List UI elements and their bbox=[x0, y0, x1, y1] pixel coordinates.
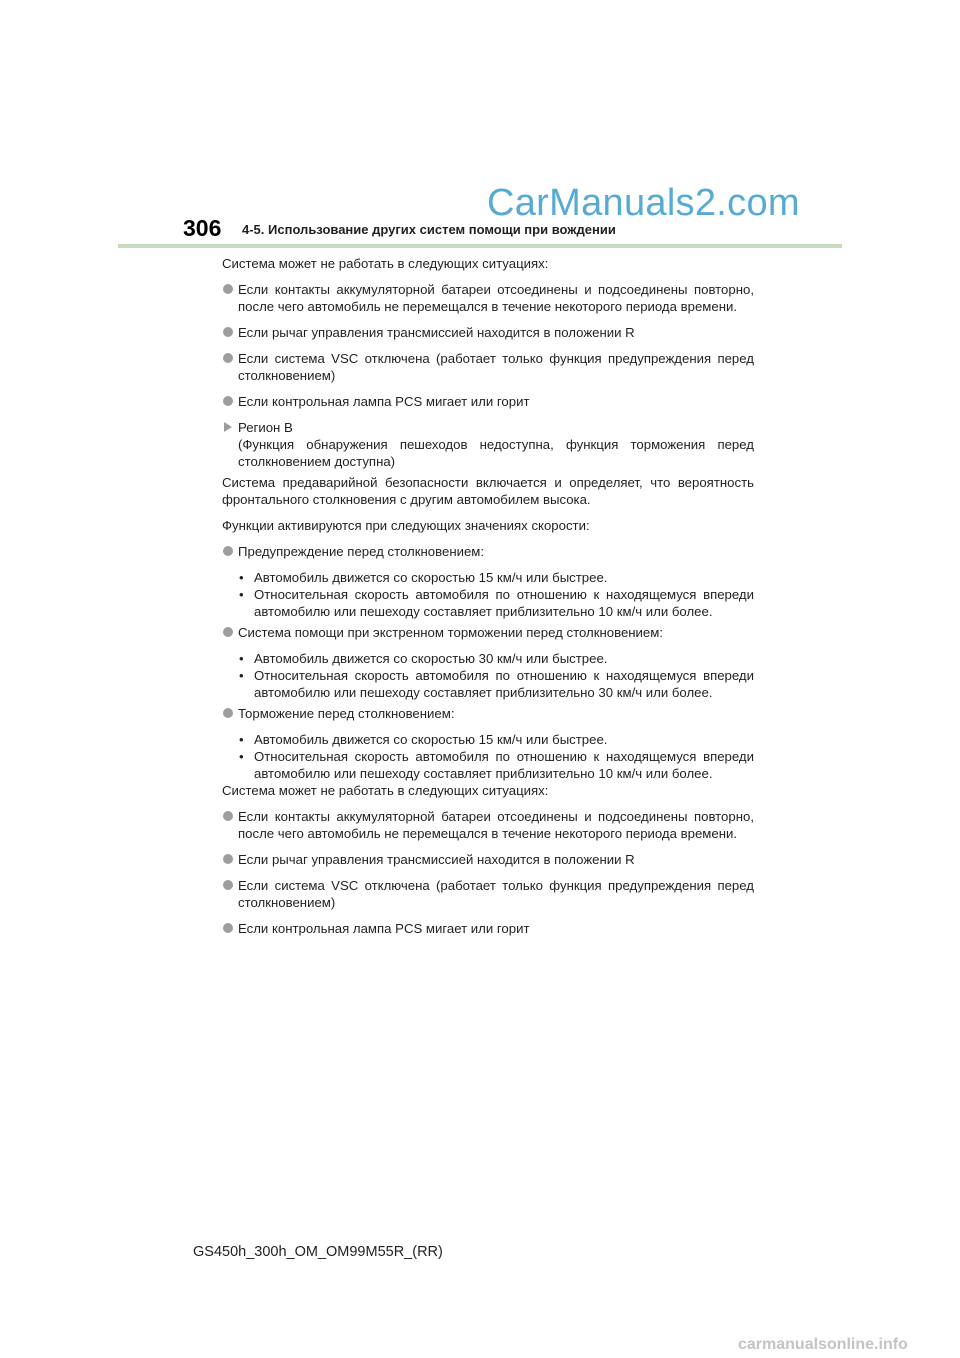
list-item: Если система VSC отключена (работает только функция предупреждения перед столкновением) bbox=[222, 877, 754, 911]
list-item: Если контакты аккумуляторной батареи отсоединены и подсоединены повторно, после чего автомобиль не перемещался в течение некоторого периода времени. bbox=[222, 281, 754, 315]
function-title: Предупреждение перед столкновением: bbox=[222, 543, 754, 560]
list-item: Если контакты аккумуляторной батареи отсоединены и подсоединены повторно, после чего автомобиль не перемещался в течение некоторого периода времени. bbox=[222, 808, 754, 842]
bullet-icon bbox=[223, 627, 233, 637]
sub-list-item: • Относительная скорость автомобиля по отношению к находящемуся впереди автомобилю или пешеходу составляет приблизительно 30 км/ч или более. bbox=[239, 668, 754, 700]
section-title: 4-5. Использование других систем помощи при вождении bbox=[242, 222, 616, 237]
bullet-icon bbox=[223, 546, 233, 556]
bullet-icon bbox=[223, 327, 233, 337]
bullet-icon bbox=[223, 708, 233, 718]
intro-text: Система может не работать в следующих ситуациях: bbox=[222, 783, 549, 798]
list-item: Если рычаг управления трансмиссией находится в положении R bbox=[222, 851, 754, 868]
sub-list-item: • Автомобиль движется со скоростью 15 км/ч или быстрее. bbox=[239, 732, 608, 747]
sub-list-item: • Относительная скорость автомобиля по отношению к находящемуся впереди автомобилю или пешеходу составляет приблизительно 10 км/ч или более. bbox=[239, 587, 754, 619]
sub-list-item: • Относительная скорость автомобиля по отношению к находящемуся впереди автомобилю или пешеходу составляет приблизительно 10 км/ч или более. bbox=[239, 749, 754, 781]
bullet-icon bbox=[223, 284, 233, 294]
list-item: Если контрольная лампа PCS мигает или горит bbox=[222, 920, 754, 937]
list-item: Если контрольная лампа PCS мигает или горит bbox=[222, 393, 754, 410]
bullet-icon bbox=[223, 811, 233, 821]
triangle-arrow-icon bbox=[224, 422, 232, 432]
region-note: (Функция обнаружения пешеходов недоступна, функция торможения перед столкновением доступна) bbox=[238, 437, 754, 469]
bullet-icon bbox=[223, 396, 233, 406]
footer-doc-id: GS450h_300h_OM_OM99M55R_(RR) bbox=[193, 1244, 443, 1260]
function-title: Торможение перед столкновением: bbox=[222, 705, 754, 722]
intro-text: Система может не работать в следующих ситуациях: bbox=[222, 256, 549, 271]
function-title: Система помощи при экстренном торможении перед столкновением: bbox=[222, 624, 754, 641]
watermark-top: CarManuals2.com bbox=[487, 182, 800, 224]
watermark-bottom: carmanualsonline.info bbox=[738, 1336, 908, 1353]
header-rule bbox=[118, 244, 842, 248]
bullet-icon bbox=[223, 353, 233, 363]
bullet-icon bbox=[223, 854, 233, 864]
system-description: Система предаварийной безопасности включается и определяет, что вероятность фронтального столкновения с другим автомобилем высока. bbox=[222, 475, 754, 507]
speeds-intro: Функции активируются при следующих значениях скорости: bbox=[222, 518, 590, 533]
page-content bbox=[222, 255, 754, 937]
page-number: 306 bbox=[183, 215, 222, 241]
sub-list-item: • Автомобиль движется со скоростью 30 км/ч или быстрее. bbox=[239, 651, 608, 666]
bullet-icon bbox=[223, 923, 233, 933]
region-heading: Регион B bbox=[222, 419, 754, 436]
list-item: Если рычаг управления трансмиссией находится в положении R bbox=[222, 324, 754, 341]
bullet-icon bbox=[223, 880, 233, 890]
sub-list-item: • Автомобиль движется со скоростью 15 км/ч или быстрее. bbox=[239, 570, 608, 585]
list-item: Если система VSC отключена (работает только функция предупреждения перед столкновением) bbox=[222, 350, 754, 384]
